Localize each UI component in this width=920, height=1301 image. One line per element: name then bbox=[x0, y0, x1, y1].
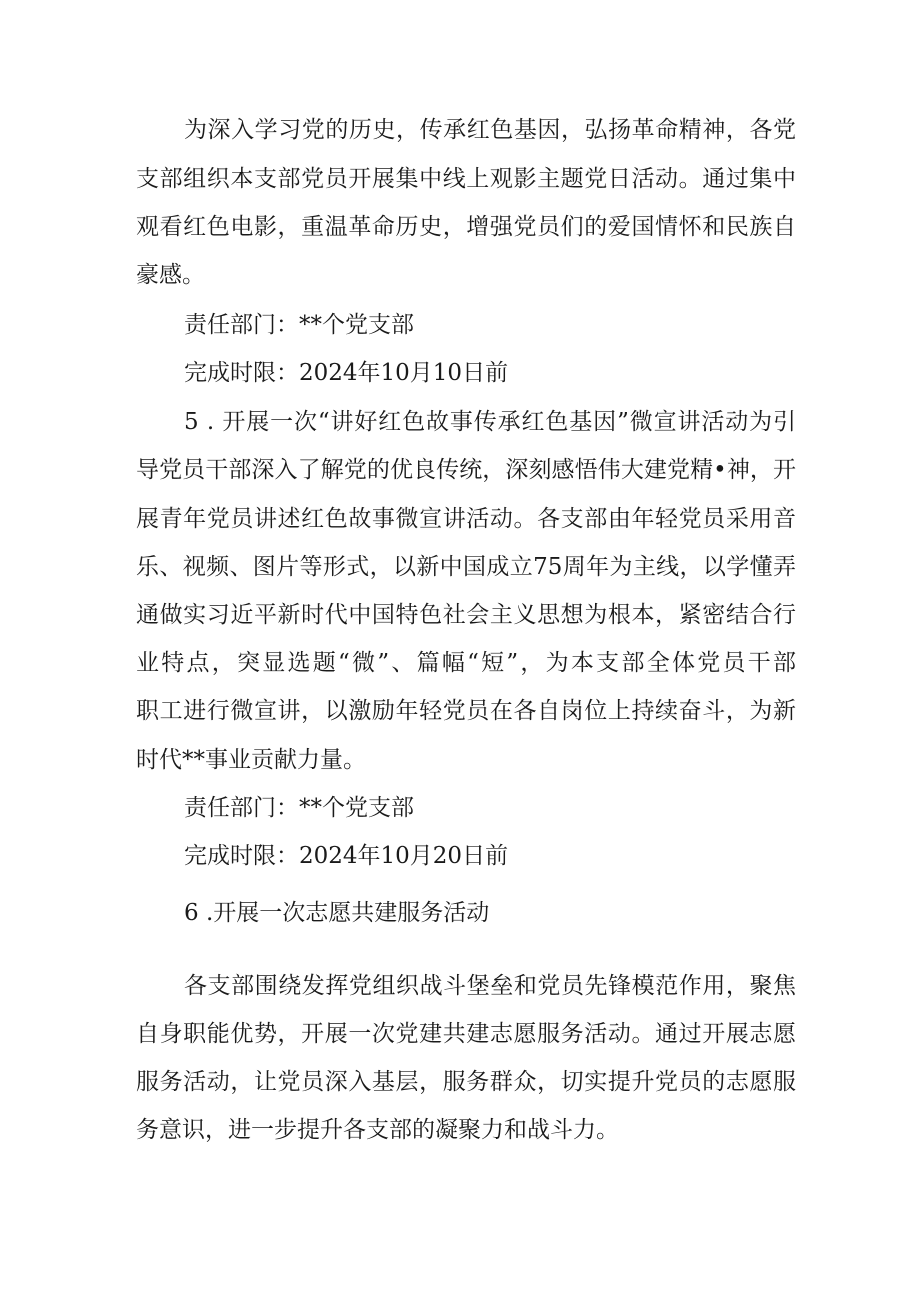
paragraph-line: 观看红色电影，重温革命历史，增强党员们的爱国情怀和民族自 bbox=[136, 214, 796, 240]
paragraph-line: 豪感。 bbox=[136, 262, 205, 288]
responsible-department: 责任部门：**个党支部 bbox=[184, 795, 414, 821]
responsible-department: 责任部门：**个党支部 bbox=[184, 312, 414, 338]
paragraph-line: 导党员干部深入了解党的优良传统，深刻感悟伟大建党精•神，开 bbox=[136, 457, 796, 483]
paragraph-line: 各支部围绕发挥党组织战斗堡垒和党员先锋模范作用，聚焦 bbox=[184, 973, 796, 999]
paragraph-line: 业特点，突显选题“微”、篇幅“短”，为本支部全体党员干部 bbox=[136, 650, 796, 676]
section-heading: 6 .开展一次志愿共建服务活动 bbox=[184, 900, 490, 926]
paragraph-line: 职工进行微宣讲，以激励年轻党员在各自岗位上持续奋斗，为新 bbox=[136, 698, 796, 724]
paragraph-line: 时代**事业贡献力量。 bbox=[136, 747, 366, 773]
paragraph-line: 乐、视频、图片等形式，以新中国成立75周年为主线，以学懂弄 bbox=[136, 554, 796, 580]
paragraph-line: 为深入学习党的历史，传承红色基因，弘扬革命精神，各党 bbox=[184, 117, 796, 143]
paragraph-line: 服务活动，让党员深入基层，服务群众，切实提升党员的志愿服 bbox=[136, 1069, 796, 1095]
paragraph-line: 自身职能优势，开展一次党建共建志愿服务活动。通过开展志愿 bbox=[136, 1021, 796, 1047]
completion-deadline: 完成时限：2024年10月20日前 bbox=[184, 843, 509, 869]
paragraph-line: 通做实习近平新时代中国特色社会主义思想为根本，紧密结合行 bbox=[136, 602, 796, 628]
paragraph-line: 展青年党员讲述红色故事微宣讲活动。各支部由年轻党员采用音 bbox=[136, 506, 796, 532]
paragraph-line: 支部组织本支部党员开展集中线上观影主题党日活动。通过集中 bbox=[136, 166, 796, 192]
paragraph-line: 务意识，进一步提升各支部的凝聚力和战斗力。 bbox=[136, 1117, 619, 1143]
paragraph-line: 5 . 开展一次“讲好红色故事传承红色基因”微宣讲活动为引 bbox=[184, 409, 796, 435]
completion-deadline: 完成时限：2024年10月10日前 bbox=[184, 360, 509, 386]
